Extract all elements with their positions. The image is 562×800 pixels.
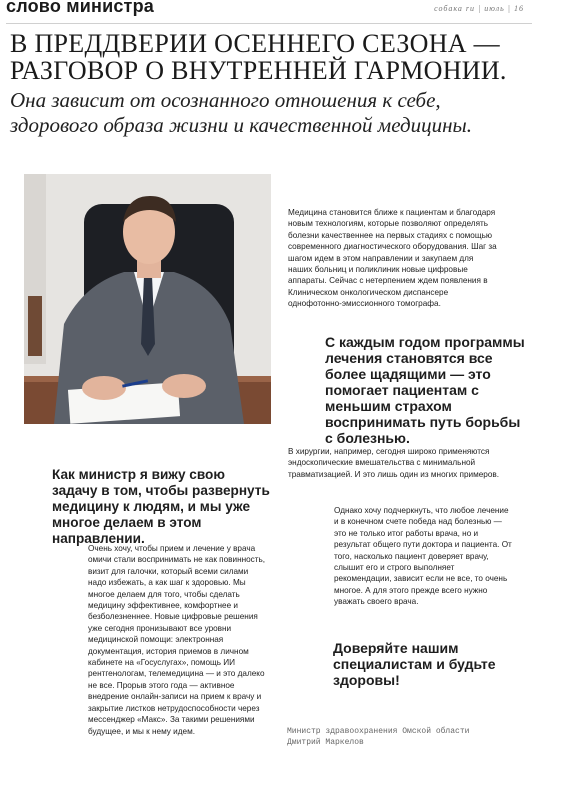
article-subheadline: Она зависит от осознанного отношения к себе, здорового образа жизни и качественной медицины. <box>10 88 472 137</box>
article-headline: В ПРЕДДВЕРИИ ОСЕННЕГО СЕЗОНА — РАЗГОВОР О ВНУТРЕННЕЙ ГАРМОНИИ. <box>10 29 507 85</box>
body-paragraph-digital: Очень хочу, чтобы прием и лечение у врача омичи стали воспринимать не как повинность, визит для галочки, который всеми силами надо избежать, а как шаг к здоровью. Мы многое делаем для того, чтобы сделать медицину эффективнее, комфортнее и безболезненнее. Новые цифровые решения уже сегодня пронизывают все уровни медицинской помощи: электронная документация, история приемов в личном кабинете на «Госуслугах», помощь ИИ рентгенологам, телемедицина — и это далеко не все. Прорыв этого года — активное внедрение онлайн-записи на прием к врачу и закрытие листков нетрудоспособности через мессенджер «Макс». За такими решениями будущее, и мы к нему идем. <box>88 544 266 736</box>
body-paragraph-surgery: В хирургии, например, сегодня широко применяются эндоскопические вмешательства с минимальной травматизацией. И это лишь один из многих примеров. <box>288 447 500 479</box>
body-paragraph-trust: Однако хочу подчеркнуть, что любое лечение и в конечном счете победа над болезнью — это не только итог работы врача, но и результат общего пути доктора и пациента. От того, насколько пациент доверяет врачу, слышит его и строго выполняет рекомендации, зависит если не все, то очень многое. А для этого прежде всего нужно уважать своего врача. <box>334 506 512 607</box>
closing-statement: Доверяйте нашим специалистам и будьте здоровы! <box>333 640 496 688</box>
issue-meta: собака ru | июль | 16 <box>434 4 524 13</box>
body-paragraph-technology: Медицина становится ближе к пациентам и благодаря новым технологиям, которые позволяют определять болезни качественнее на первых стадиях с помощью современного диагностического оборудования. Шаг за шагом идем в этом направлении и закупаем для наших больниц и поликлиник новые цифровые аппараты. Сейчас с нетерпением ждем появления в Клиническом онкологическом диспансере однофотонно-эмиссионного томографа. <box>288 208 497 309</box>
pullquote-treatment: С каждым годом программы лечения становятся все более щадящими — это помогает пациентам с меньшим страхом воспринимать путь борьбы с болезнью. <box>325 334 525 446</box>
minister-photo <box>24 174 271 424</box>
pullquote-minister-task: Как министр я вижу свою задачу в том, чтобы развернуть медицину к людям, и мы уже многое делаем в этом направлении. <box>52 467 270 546</box>
header-divider <box>6 23 532 24</box>
photo-caption: Министр здравоохранения Омской области Дмитрий Маркелов <box>287 727 470 747</box>
section-title: слово министра <box>6 0 154 16</box>
